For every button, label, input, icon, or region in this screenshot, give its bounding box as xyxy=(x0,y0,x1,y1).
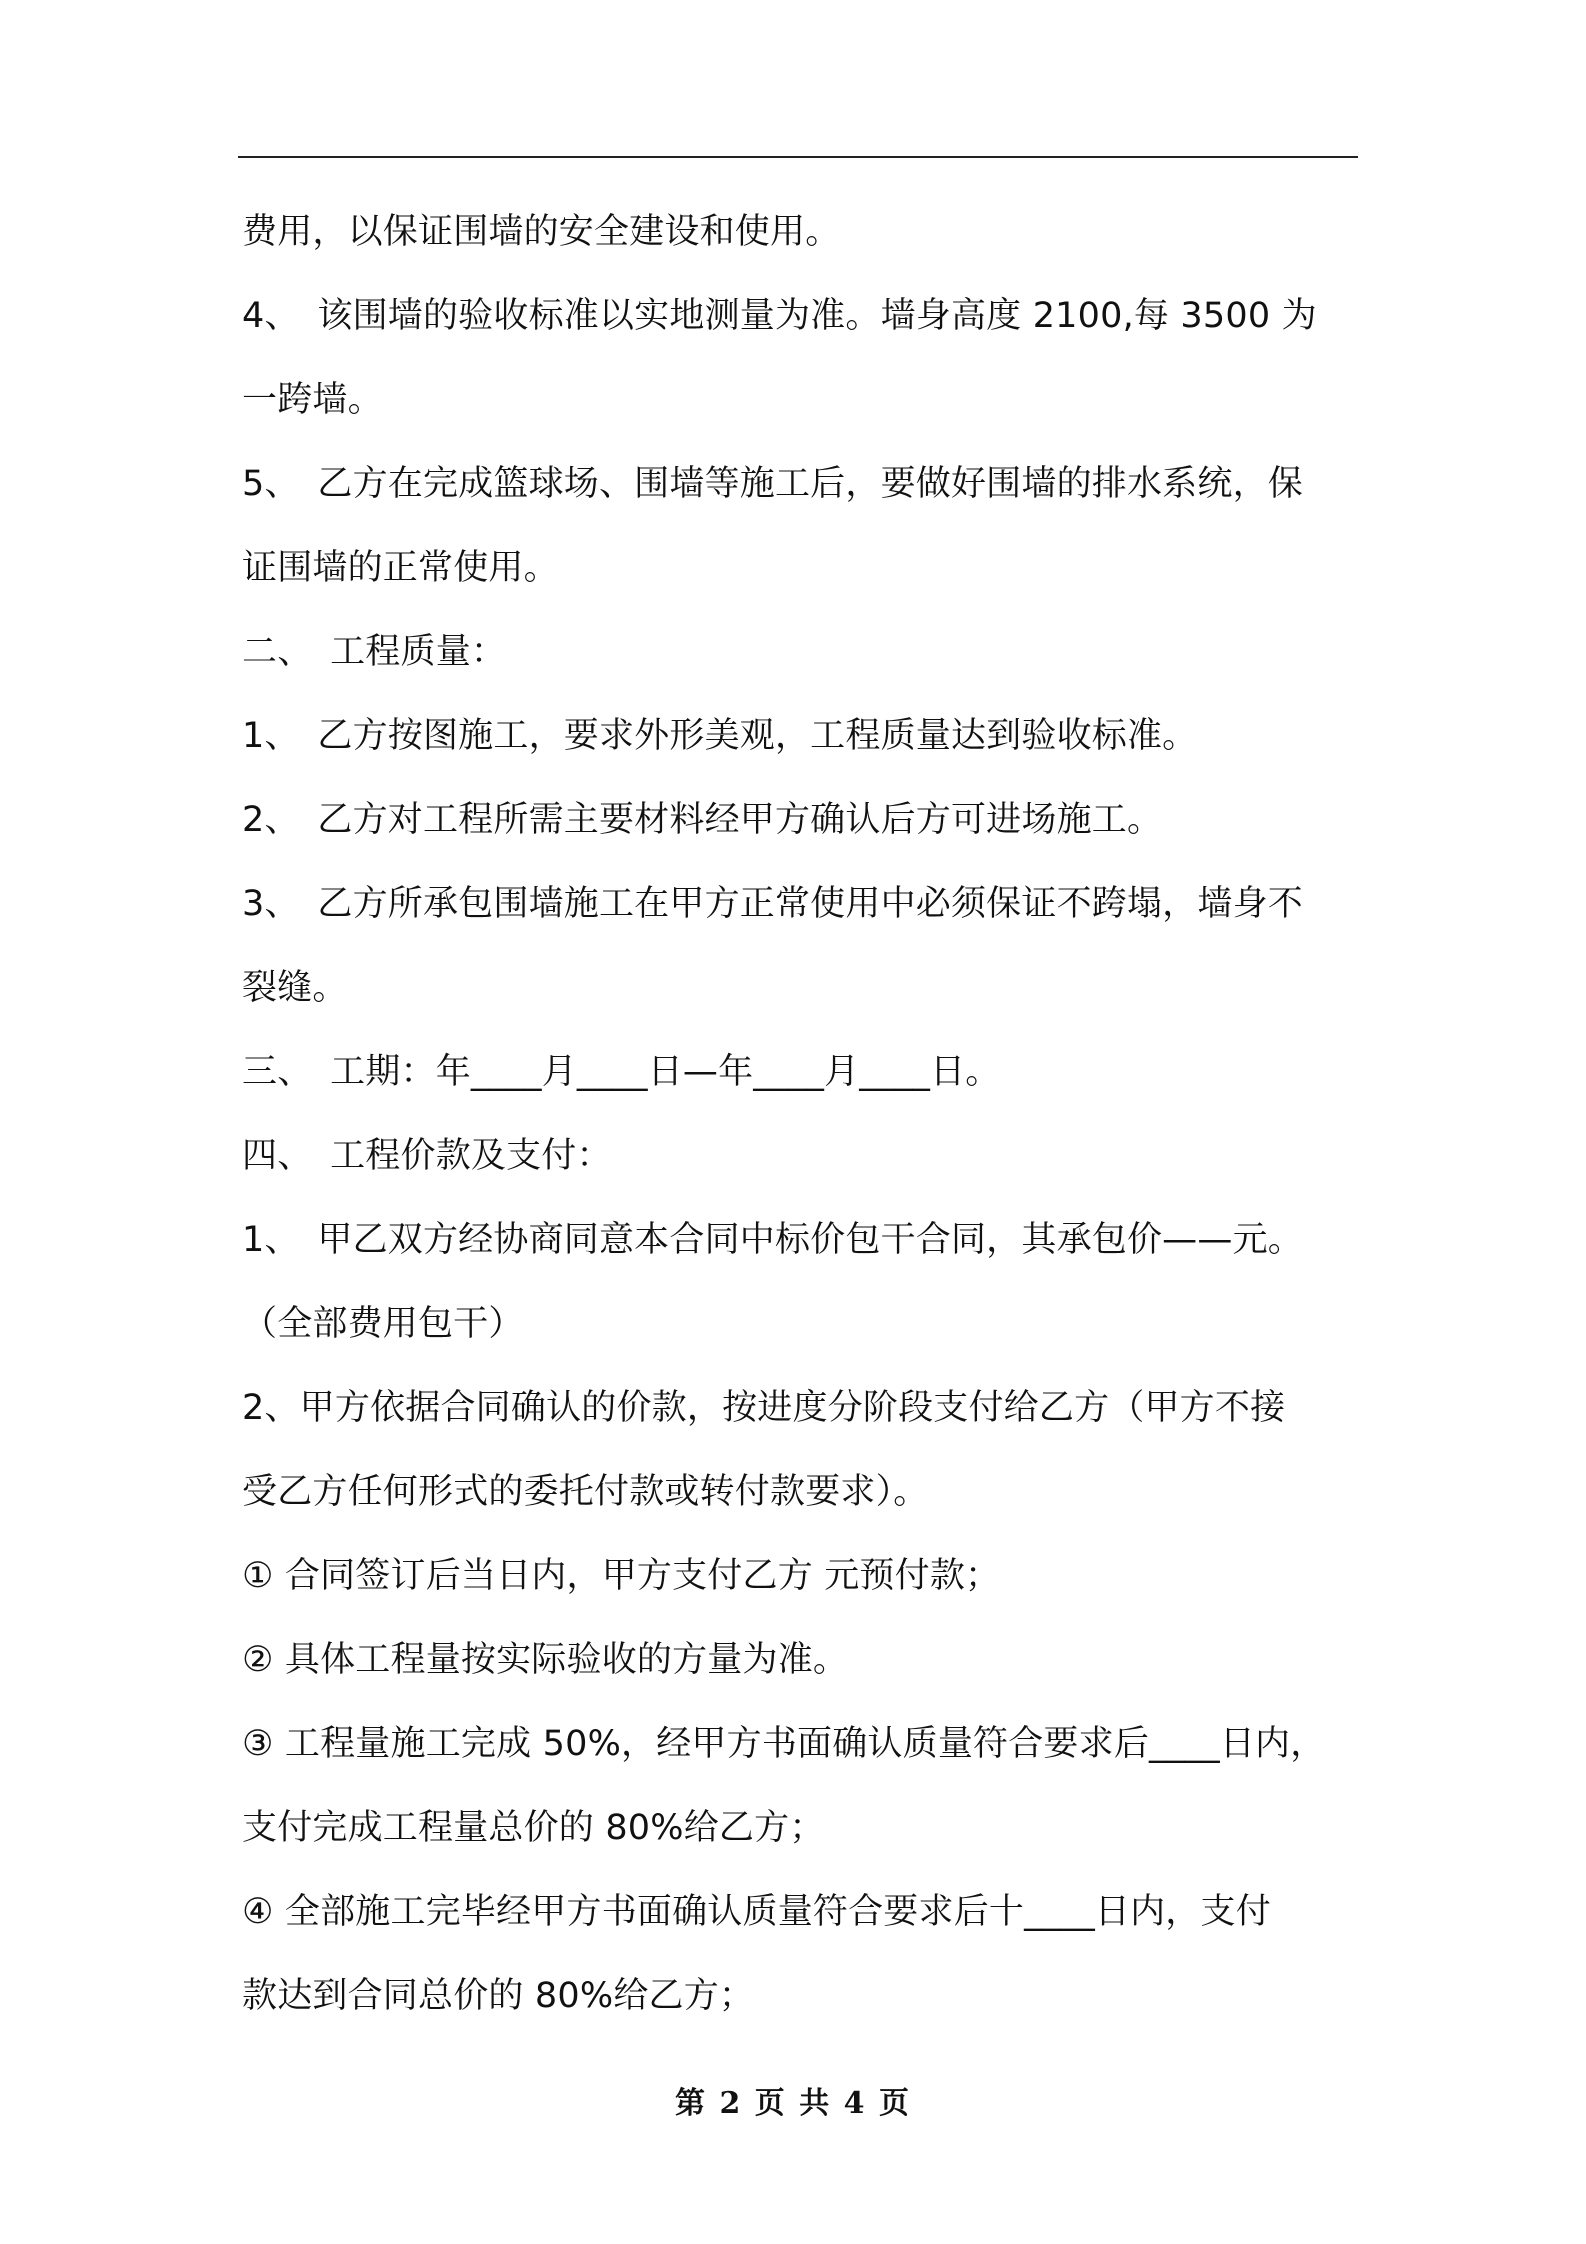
text-line: ② 具体工程量按实际验收的方量为准。 xyxy=(242,1640,849,1680)
text-line: 4、 该围墙的验收标准以实地测量为准。墙身高度 2100,每 3500 为 xyxy=(242,296,1317,336)
text-line: 1、 乙方按图施工，要求外形美观，工程质量达到验收标准。 xyxy=(242,716,1198,756)
text-line: ③ 工程量施工完成 50%，经甲方书面确认质量符合要求后____日内， xyxy=(242,1724,1326,1764)
section-heading-schedule: 三、 工期：年____月____日—年____月____日。 xyxy=(242,1052,1001,1092)
text-line: 5、 乙方在完成篮球场、围墙等施工后，要做好围墙的排水系统，保 xyxy=(242,464,1303,504)
text-line: 费用，以保证围墙的安全建设和使用。 xyxy=(242,212,841,252)
text-line: ① 合同签订后当日内，甲方支付乙方 元预付款； xyxy=(242,1556,1001,1596)
text-line: 裂缝。 xyxy=(242,968,348,1008)
document-body xyxy=(242,190,1382,2038)
text-line: 2、甲方依据合同确认的价款，按进度分阶段支付给乙方（甲方不接 xyxy=(242,1388,1286,1428)
text-line: 款达到合同总价的 80%给乙方； xyxy=(242,1976,755,2016)
page-number-footer: 第 2 页 共 4 页 xyxy=(675,2086,911,2121)
text-line: 一跨墙。 xyxy=(242,380,383,420)
text-line: 2、 乙方对工程所需主要材料经甲方确认后方可进场施工。 xyxy=(242,800,1163,840)
text-line: 3、 乙方所承包围墙施工在甲方正常使用中必须保证不跨塌，墙身不 xyxy=(242,884,1303,924)
section-heading-payment: 四、 工程价款及支付： xyxy=(242,1136,612,1176)
text-line: 支付完成工程量总价的 80%给乙方； xyxy=(242,1808,825,1848)
text-line: 1、 甲乙双方经协商同意本合同中标价包干合同，其承包价——元。 xyxy=(242,1220,1303,1260)
text-line: （全部费用包干） xyxy=(242,1304,524,1344)
section-heading-quality: 二、 工程质量： xyxy=(242,632,507,672)
text-line: ④ 全部施工完毕经甲方书面确认质量符合要求后十____日内，支付 xyxy=(242,1892,1271,1932)
text-line: 证围墙的正常使用。 xyxy=(242,548,559,588)
header-rule xyxy=(238,156,1358,158)
text-line: 受乙方任何形式的委托付款或转付款要求）。 xyxy=(242,1472,929,1512)
